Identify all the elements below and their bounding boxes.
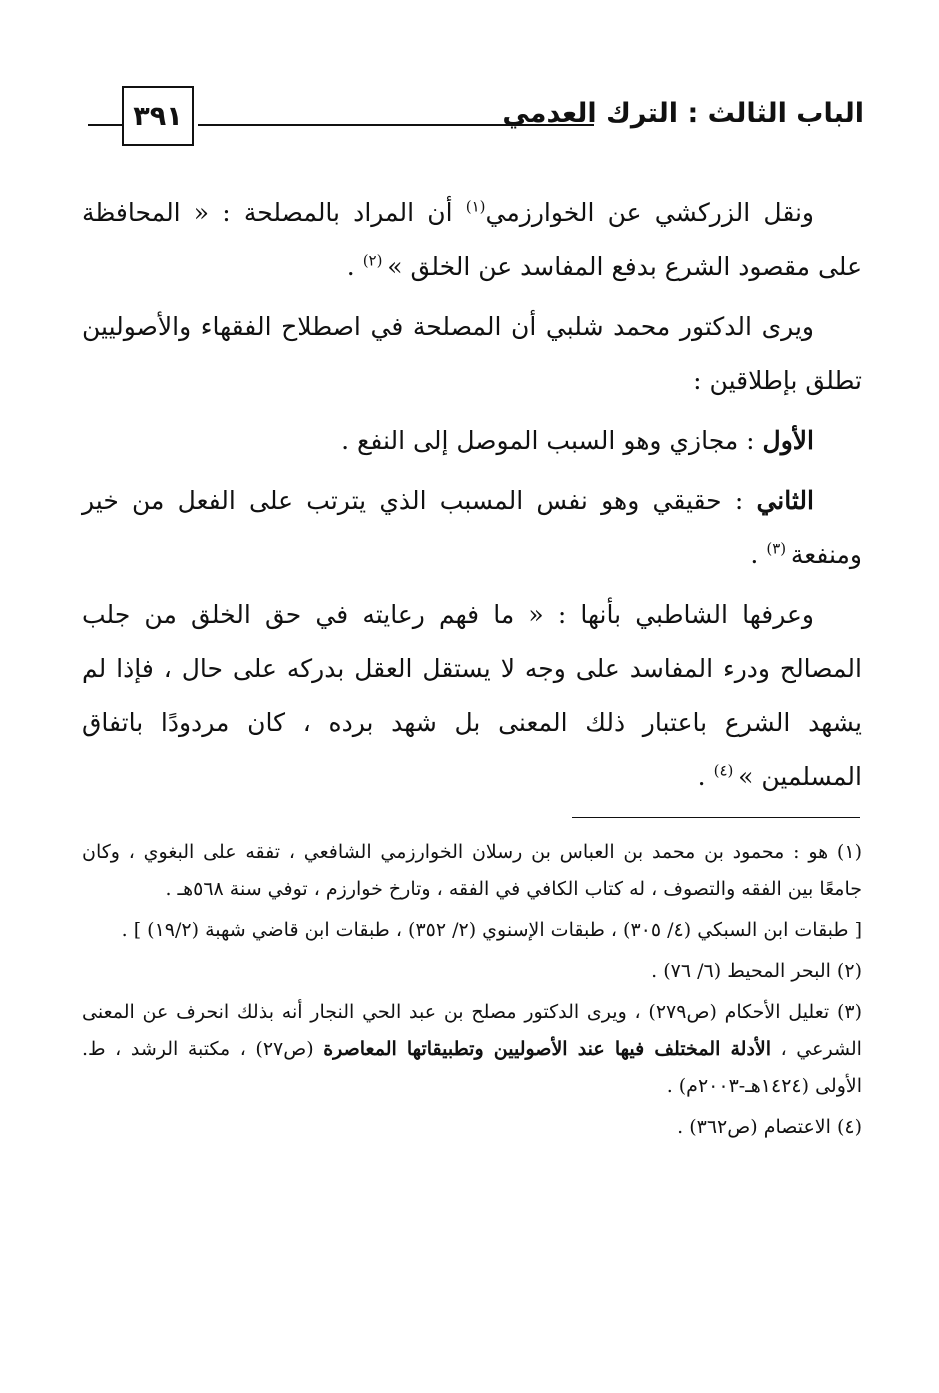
footnote-ref-3: (٣) [766, 539, 791, 558]
page-header [88, 86, 864, 156]
page-number: ٣٩١ [133, 100, 183, 132]
footnote-2: (٢) البحر المحيط (٦/ ٧٦) . [651, 960, 862, 982]
paragraph-5: وعرفها الشاطبي بأنها : « ما فهم رعايته في حق الخلق من جلب المصالح ودرء المفاسد على وجه لا يستقل العقل بدركه على حال ، فإذا لم يشهد الشرع باعتبار ذلك المعنى بل شهد برده ، كان مردودًا باتفاق المسلمين » $^{(٤)}$ . [82, 600, 862, 791]
footnote-3: (٣) تعليل الأحكام (ص٢٧٩) ، ويرى الدكتور مصلح بن عبد الحي النجار أنه بذلك انحرف عن المعنى الشرعي ، الأدلة المختلف فيها عند الأصوليين وتطبيقاتها المعاصرة (ص٢٧) ، مكتبة الرشد ، ط. الأولى (١٤٢٤هـ-٢٠٠٣م) . [82, 1001, 862, 1097]
paragraph-2: ويرى الدكتور محمد شلبي أن المصلحة في اصطلاح الفقهاء والأصوليين تطلق بإطلاقين : [82, 312, 862, 395]
term-second: الثاني [756, 486, 814, 515]
footnote-ref-4: (٤) [713, 761, 739, 780]
paragraph-1: ونقل الزركشي عن الخوارزمي$^{(١)}$ أن المراد بالمصلحة : « المحافظة على مقصود الشرع بدفع المفاسد عن الخلق » $^{(٢)}$ . [82, 197, 862, 281]
paragraph-4: الثاني : حقيقي وهو نفس المسبب الذي يترتب على الفعل من خير ومنفعة $^{(٣)}$ . [82, 486, 862, 569]
chapter-title: الباب الثالث : الترك العدمي [502, 98, 864, 129]
footnote-1: (١) هو : محمود بن محمد بن العباس بن رسلان الخوارزمي الشافعي ، تفقه على البغوي ، وكان جامعًا بين الفقه والتصوف ، له كتاب الكافي في الفقه ، وتارخ خوارزم ، توفي سنة ٥٦٨هـ . [82, 841, 862, 900]
footnote-4: (٤) الاعتصام (ص٣٦٢) . [677, 1116, 862, 1138]
footnotes [82, 834, 862, 1150]
page-number-box [122, 86, 194, 146]
header-rule-left [88, 124, 122, 126]
footnote-separator [572, 817, 860, 818]
term-first: الأول [762, 426, 814, 455]
footnote-ref-2: (٢) [362, 251, 388, 270]
footnote-ref-1: (١) [465, 197, 486, 216]
main-text [82, 186, 862, 810]
paragraph-3: الأول : مجازي وهو السبب الموصل إلى النفع . [341, 426, 814, 455]
footnote-1-sources: [ طبقات ابن السبكي (٤/ ٣٠٥) ، طبقات الإسنوي (٢/ ٣٥٢) ، طبقات ابن قاضي شهبة (١٩/٢) ] . [121, 919, 862, 941]
book-title: الأدلة المختلف فيها عند الأصوليين وتطبيقاتها المعاصرة [323, 1038, 772, 1060]
